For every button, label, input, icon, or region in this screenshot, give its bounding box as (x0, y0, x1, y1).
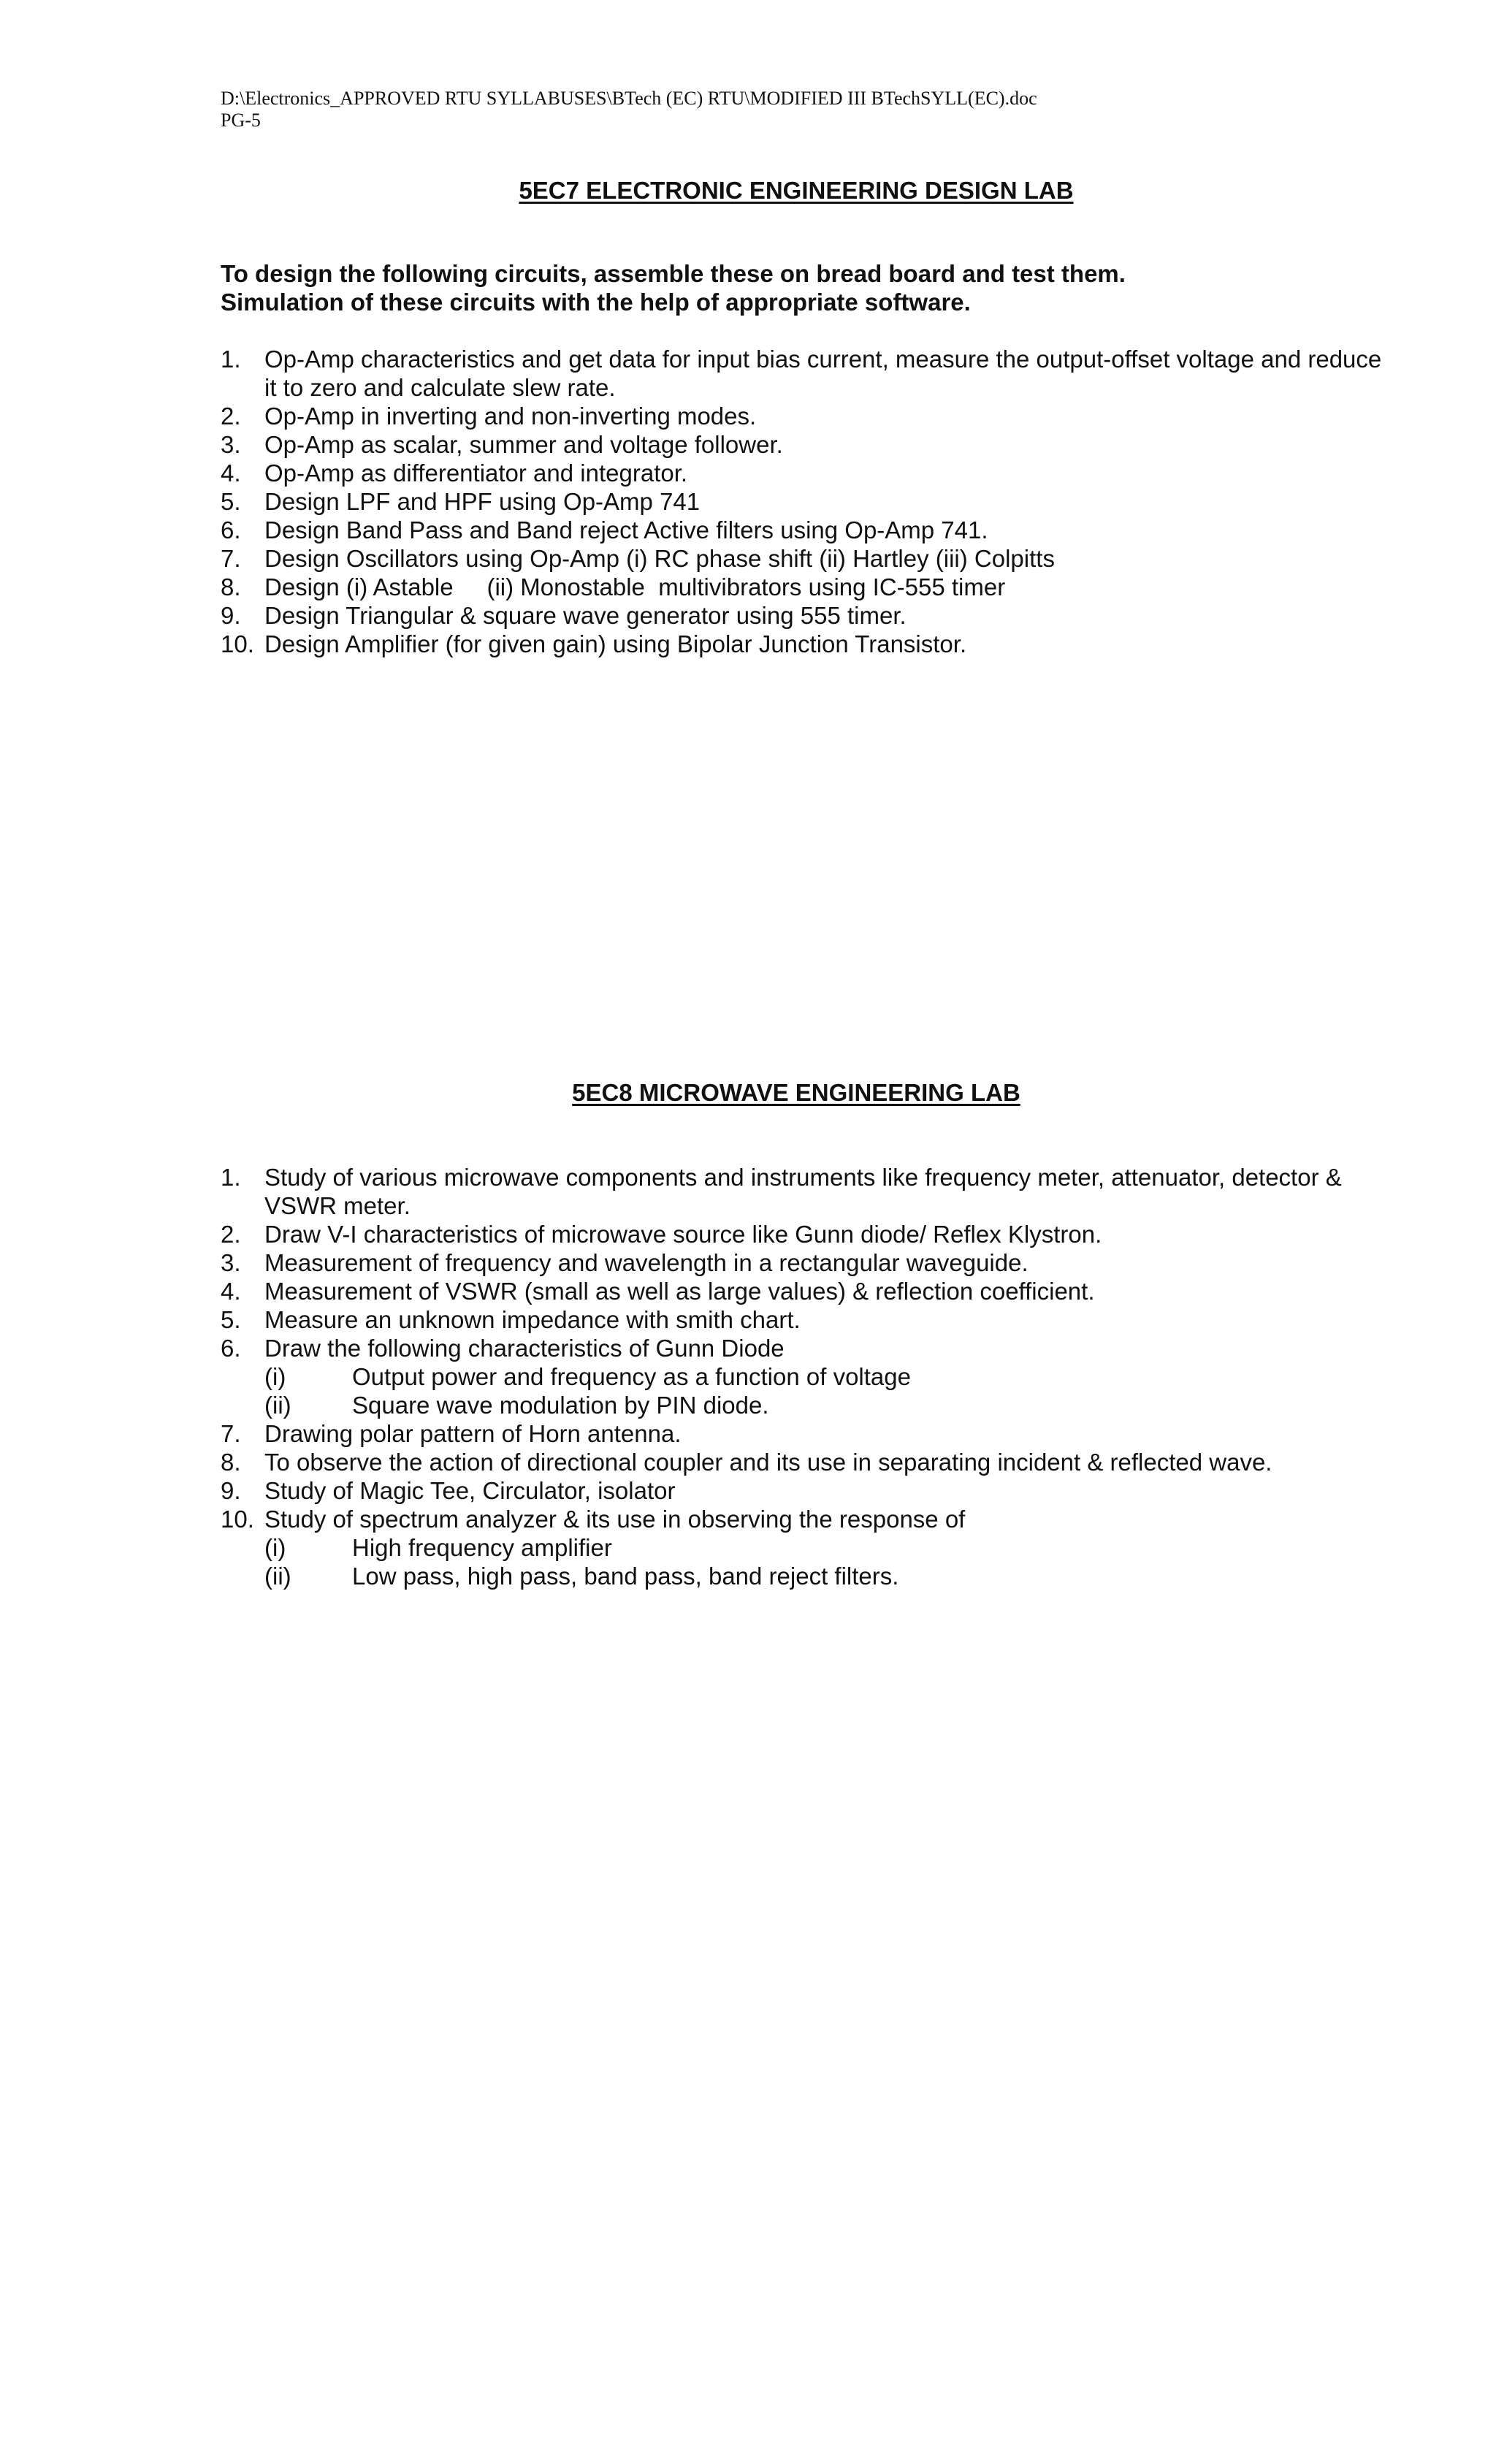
sub-item (264, 1562, 1389, 1590)
item-text: Op-Amp in inverting and non-inverting modes. (264, 403, 757, 430)
section-intro (221, 259, 1126, 316)
sub-item-text: High frequency amplifier (352, 1534, 612, 1561)
list-item (221, 1305, 1389, 1334)
sub-item (264, 1362, 1389, 1391)
list-item (221, 1277, 1389, 1305)
page-header (221, 88, 1037, 131)
item-text: Op-Amp characteristics and get data for input bias current, measure the output-offset voltage and reduce it to zero and calculate slew rate. (264, 346, 1382, 401)
section-title-5ec8: 5EC8 MICROWAVE ENGINEERING LAB (572, 1079, 1020, 1106)
sub-item (264, 1533, 1389, 1562)
item-number: 4. (221, 1278, 241, 1305)
item-number: 3. (221, 431, 241, 458)
experiment-list-5ec7 (221, 345, 1389, 658)
sub-item-number: (ii) (264, 1563, 291, 1590)
list-item (221, 1448, 1389, 1476)
list-item (221, 630, 1389, 658)
page-number: PG-5 (221, 110, 261, 131)
item-number: 5. (221, 1306, 241, 1333)
item-text: Op-Amp as scalar, summer and voltage follower. (264, 431, 783, 458)
file-path: D:\Electronics_APPROVED RTU SYLLABUSES\BTech (EC) RTU\MODIFIED III BTechSYLL(EC).doc (221, 88, 1037, 109)
item-text: Draw the following characteristics of Gunn Diode (264, 1335, 785, 1362)
item-number: 5. (221, 488, 241, 515)
item-number: 10. (221, 630, 254, 657)
item-number: 10. (221, 1506, 254, 1533)
sub-item-text: Square wave modulation by PIN diode. (352, 1392, 769, 1419)
item-text: Drawing polar pattern of Horn antenna. (264, 1420, 682, 1447)
item-number: 2. (221, 403, 241, 430)
sub-item-number: (i) (264, 1534, 286, 1561)
sub-item-text: Low pass, high pass, band pass, band reject filters. (352, 1563, 899, 1590)
list-item (221, 1163, 1389, 1220)
sub-item-number: (i) (264, 1363, 286, 1390)
list-item (221, 544, 1389, 573)
item-number: 9. (221, 1477, 241, 1504)
list-item (221, 1419, 1389, 1448)
sub-item (264, 1391, 1389, 1419)
list-item (221, 601, 1389, 630)
list-item (221, 1476, 1389, 1505)
item-number: 3. (221, 1249, 241, 1276)
list-item (221, 1334, 1389, 1362)
item-text: Design Band Pass and Band reject Active filters using Op-Amp 741. (264, 516, 988, 543)
list-item (221, 430, 1389, 459)
section-title-5ec7: 5EC7 ELECTRONIC ENGINEERING DESIGN LAB (519, 177, 1074, 204)
sub-item-number: (ii) (264, 1392, 291, 1419)
item-text: Op-Amp as differentiator and integrator. (264, 459, 688, 487)
item-text: Design Amplifier (for given gain) using Bipolar Junction Transistor. (264, 630, 967, 657)
item-text: Study of various microwave components and instruments like frequency meter, attenuator, detector & VSWR meter. (264, 1164, 1342, 1219)
item-number: 1. (221, 1164, 241, 1191)
list-item (221, 573, 1389, 601)
item-number: 6. (221, 516, 241, 543)
item-text: Measurement of frequency and wavelength in a rectangular waveguide. (264, 1249, 1028, 1276)
list-item (221, 402, 1389, 430)
list-item (221, 459, 1389, 487)
intro-line-1: To design the following circuits, assemble these on bread board and test them. (221, 260, 1126, 287)
list-item (221, 516, 1389, 544)
item-number: 9. (221, 602, 241, 629)
item-number: 6. (221, 1335, 241, 1362)
experiment-list-5ec8 (221, 1163, 1389, 1590)
item-number: 8. (221, 1449, 241, 1476)
item-text: To observe the action of directional coupler and its use in separating incident & reflected wave. (264, 1449, 1272, 1476)
item-number: 4. (221, 459, 241, 487)
list-item (221, 487, 1389, 516)
item-text: Study of spectrum analyzer & its use in observing the response of (264, 1506, 966, 1533)
item-text: Design LPF and HPF using Op-Amp 741 (264, 488, 701, 515)
list-item (221, 1220, 1389, 1248)
item-text: Measure an unknown impedance with smith chart. (264, 1306, 801, 1333)
intro-line-2: Simulation of these circuits with the help of appropriate software. (221, 289, 971, 316)
list-item (221, 1505, 1389, 1533)
list-item (221, 1248, 1389, 1277)
item-number: 1. (221, 346, 241, 373)
sub-item-text: Output power and frequency as a function of voltage (352, 1363, 911, 1390)
item-text: Draw V-I characteristics of microwave source like Gunn diode/ Reflex Klystron. (264, 1221, 1102, 1248)
item-number: 2. (221, 1221, 241, 1248)
item-text: Measurement of VSWR (small as well as large values) & reflection coefficient. (264, 1278, 1095, 1305)
item-text: Design (i) Astable (ii) Monostable multivibrators using IC-555 timer (264, 573, 1006, 600)
item-number: 7. (221, 1420, 241, 1447)
item-text: Study of Magic Tee, Circulator, isolator (264, 1477, 676, 1504)
item-number: 8. (221, 573, 241, 600)
item-text: Design Triangular & square wave generator using 555 timer. (264, 602, 907, 629)
list-item (221, 345, 1389, 402)
item-number: 7. (221, 545, 241, 572)
item-text: Design Oscillators using Op-Amp (i) RC phase shift (ii) Hartley (iii) Colpitts (264, 545, 1055, 572)
